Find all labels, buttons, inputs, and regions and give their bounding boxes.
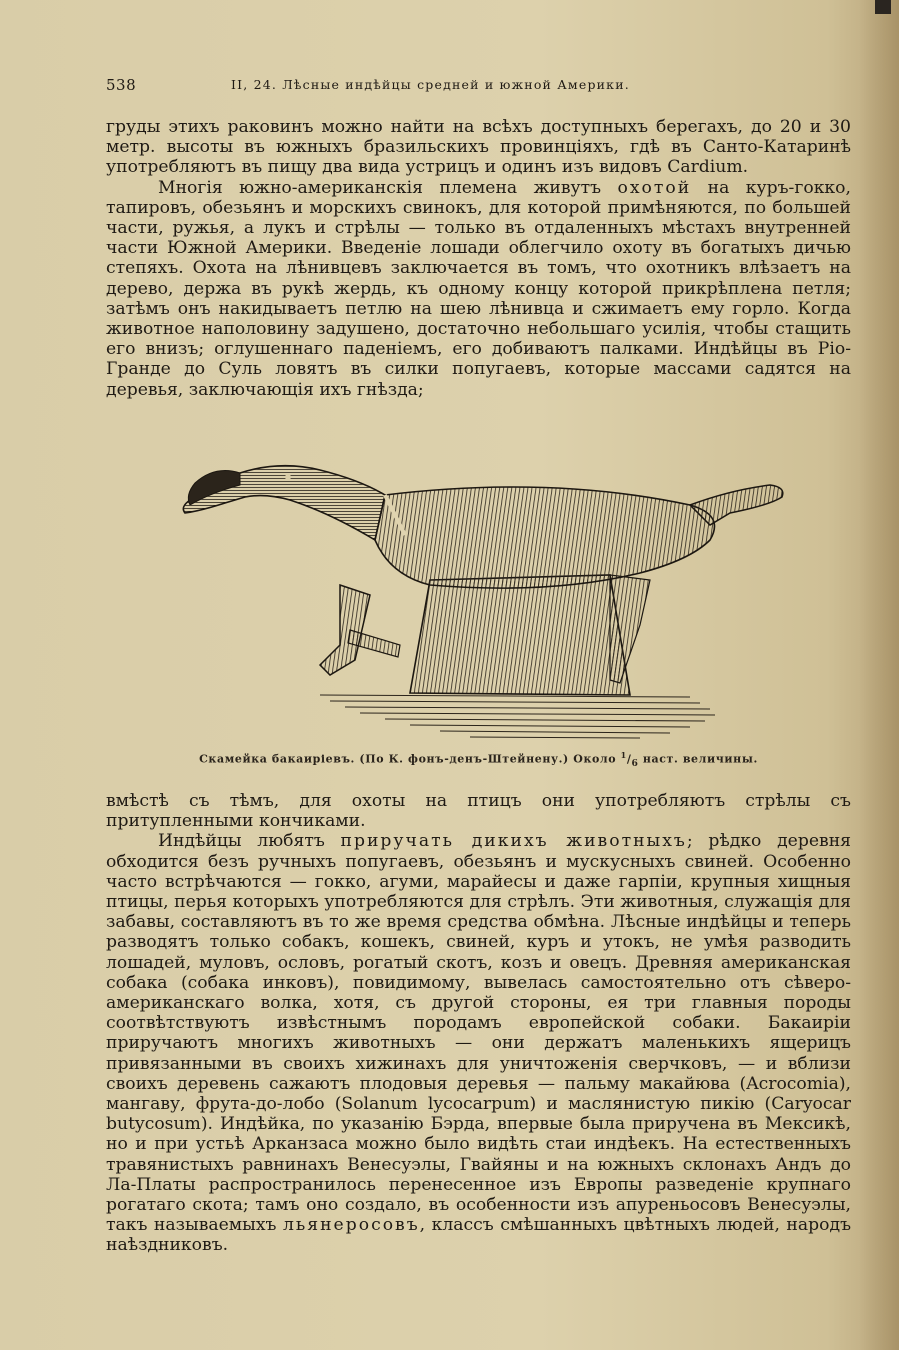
paragraph-domestic	[106, 831, 851, 1255]
paragraph-continuation: вмѣстѣ съ тѣмъ, для охоты на птицъ они употребляютъ стрѣлы съ притупленными кончиками.	[106, 791, 851, 832]
paragraph: груды этихъ раковинъ можно найти на всѣхъ доступныхъ берегахъ, до 20 и 30 метр. высоты въ южныхъ бразильскихъ провинціяхъ, гдѣ въ Санто-Катаринѣ употребляютъ въ пищу два вида устрицъ и одинъ изъ видовъ Cardium.	[106, 117, 851, 178]
page-gutter-shadow	[859, 0, 899, 1350]
caption-end: наст. величины.	[638, 752, 758, 766]
bench-figure	[170, 445, 790, 745]
text-run: , классъ смѣшанныхъ цвѣтныхъ людей, народъ наѣздниковъ.	[106, 1215, 852, 1256]
text-run: Многія южно-американскія племена живутъ	[158, 177, 618, 198]
page-header	[106, 76, 851, 98]
caption-fraction-denominator: 6	[631, 757, 639, 769]
corner-mark	[875, 0, 891, 14]
bench-illustration-icon	[170, 445, 790, 745]
running-title: II, 24. Лѣсные индѣйцы средней и южной Америки.	[231, 77, 630, 92]
text-run: Индѣйцы любятъ	[158, 831, 341, 852]
emphasis-text: охотой	[617, 177, 692, 198]
text-run: ; рѣдко деревня обходится безъ ручныхъ попугаевъ, обезьянъ и мускусныхъ свиней. Особенно часто встрѣчаются — гокко, агуми, марайесы и даже гарпіи, крупныя хищныя птицы, перья которыхъ употребляются для стрѣлъ. Эти животныя, служащія для забавы, составляютъ въ то же время средства обмѣна. Лѣсные индѣйцы и теперь разводятъ только собакъ, кошекъ, свиней, куръ и утокъ, не умѣя разводить лошадей, муловъ, ословъ, рогатый скотъ, козъ и овецъ. Древняя американская собака (собака инковъ), повидимому, вывелась самостоятельно отъ сѣверо-американскаго волка, хотя, съ другой стороны, ея три главныя породы соотвѣтствуютъ извѣстнымъ породамъ европейской собаки. Бакаиріи приручаютъ многихъ животныхъ — они держатъ маленькихъ ящерицъ привязанными въ своихъ хижинахъ для уничтоженія сверчковъ, — и вблизи своихъ деревень сажаютъ плодовыя деревья — пальму макайюва (Acrocomia), мангаву, фрута-до-лобо (Solanum lycocarpum) и маслянистую пикію (Caryocar butycosum). Индѣйка, по указанію Бэрда, впервые была приручена въ Мексикѣ, но и при устьѣ Арканзаса можно было видѣть стаи индѣекъ. На естественныхъ травянистыхъ равнинахъ Венесуэлы, Гвайяны и на южныхъ склонахъ Андъ до Ла-Платы распространилось перенесенное изъ Европы разведеніе крупнаго рогатаго скота; тамъ оно создало, въ особенности изъ апуреньосовъ Венесуэлы, такъ называемыхъ	[106, 831, 851, 1236]
bottom-text-block	[106, 791, 851, 1256]
top-text-block	[106, 117, 851, 400]
caption-main: Скамейка бакаиріевъ. (По К. фонъ-денъ-Штейнену.) Около	[199, 752, 621, 766]
paragraph-hunting	[106, 178, 851, 400]
emphasis-text: льянеросовъ	[282, 1215, 420, 1236]
figure-caption: Скамейка бакаиріевъ. (По К. фонъ-денъ-Штейнену.) Около $^1/_6$ наст. величины.	[199, 750, 758, 769]
text-run: на куръ-гокко, тапировъ, обезьянъ и морскихъ свинокъ, для которой примѣняются, по большей части, ружья, а лукъ и стрѣлы — только въ отдаленныхъ мѣстахъ внутренней части Южной Америки. Введеніе лошади облегчило охоту въ богатыхъ дичью степяхъ. Охота на лѣнивцевъ заключается въ томъ, что охотникъ влѣзаетъ на дерево, держа въ рукѣ жердь, къ одному концу которой прикрѣплена петля; затѣмъ онъ накидываетъ петлю на шею лѣнивца и сжимаетъ ему горло. Когда животное наполовину задушено, достаточно небольшаго усилія, чтобы стащить его внизъ; оглушеннаго паденіемъ, его добиваютъ палками. Индѣйцы въ Ріо-Гранде до Суль ловятъ въ силки попугаевъ, которые массами садятся на деревья, заключающія ихъ гнѣзда;	[106, 177, 851, 400]
page-number: 538	[106, 76, 137, 94]
emphasis-text: приручать дикихъ животныхъ	[340, 831, 687, 852]
ground-shadow	[320, 695, 715, 738]
caption-fraction-numerator: 1	[620, 750, 627, 760]
